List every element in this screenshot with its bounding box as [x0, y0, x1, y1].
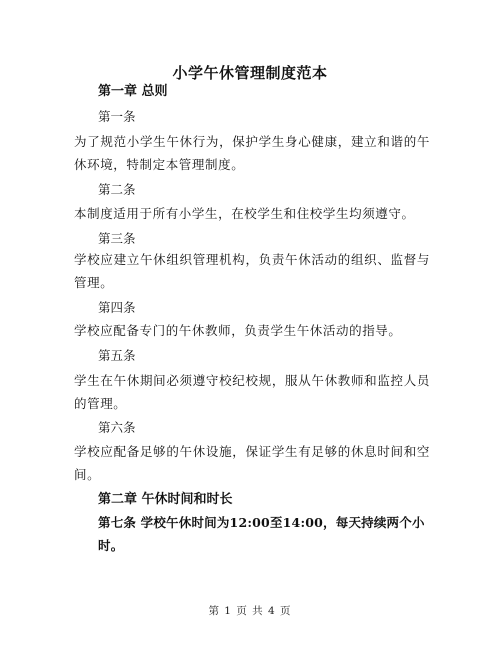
article-4-label: 第四条	[98, 300, 136, 315]
article-3-text: 学校应建立午休组织管理机构，负责午休活动的组织、监督与管理。	[74, 252, 430, 290]
document-title: 小学午休管理制度范本	[172, 64, 328, 82]
article-6-text: 学校应配备足够的午休设施，保证学生有足够的休息时间和空间。	[74, 444, 430, 482]
article-4-text: 学校应配备专门的午休教师，负责学生午休活动的指导。	[74, 323, 402, 338]
article-5-text: 学生在午休期间必须遵守校纪校规，服从午休教师和监控人员的管理。	[74, 373, 430, 411]
chapter-one-heading: 第一章 总则	[98, 84, 168, 99]
article-1-label: 第一条	[98, 109, 136, 124]
article-2-label: 第二条	[98, 182, 136, 197]
page-footer: 第 1 页 共 4 页	[208, 605, 292, 617]
article-2-text: 本制度适用于所有小学生，在校学生和住校学生均须遵守。	[74, 206, 415, 221]
chapter-two-heading: 第二章 午休时间和时长	[98, 492, 233, 507]
article-1-text: 为了规范小学生午休行为，保护学生身心健康，建立和谐的午休环境，特制定本管理制度。	[74, 134, 430, 172]
article-5-label: 第五条	[98, 348, 136, 363]
article-3-label: 第三条	[98, 231, 136, 246]
article-7-text: 第七条 学校午休时间为12:00至14:00，每天持续两个小时。	[98, 515, 425, 553]
article-6-label: 第六条	[98, 420, 136, 435]
